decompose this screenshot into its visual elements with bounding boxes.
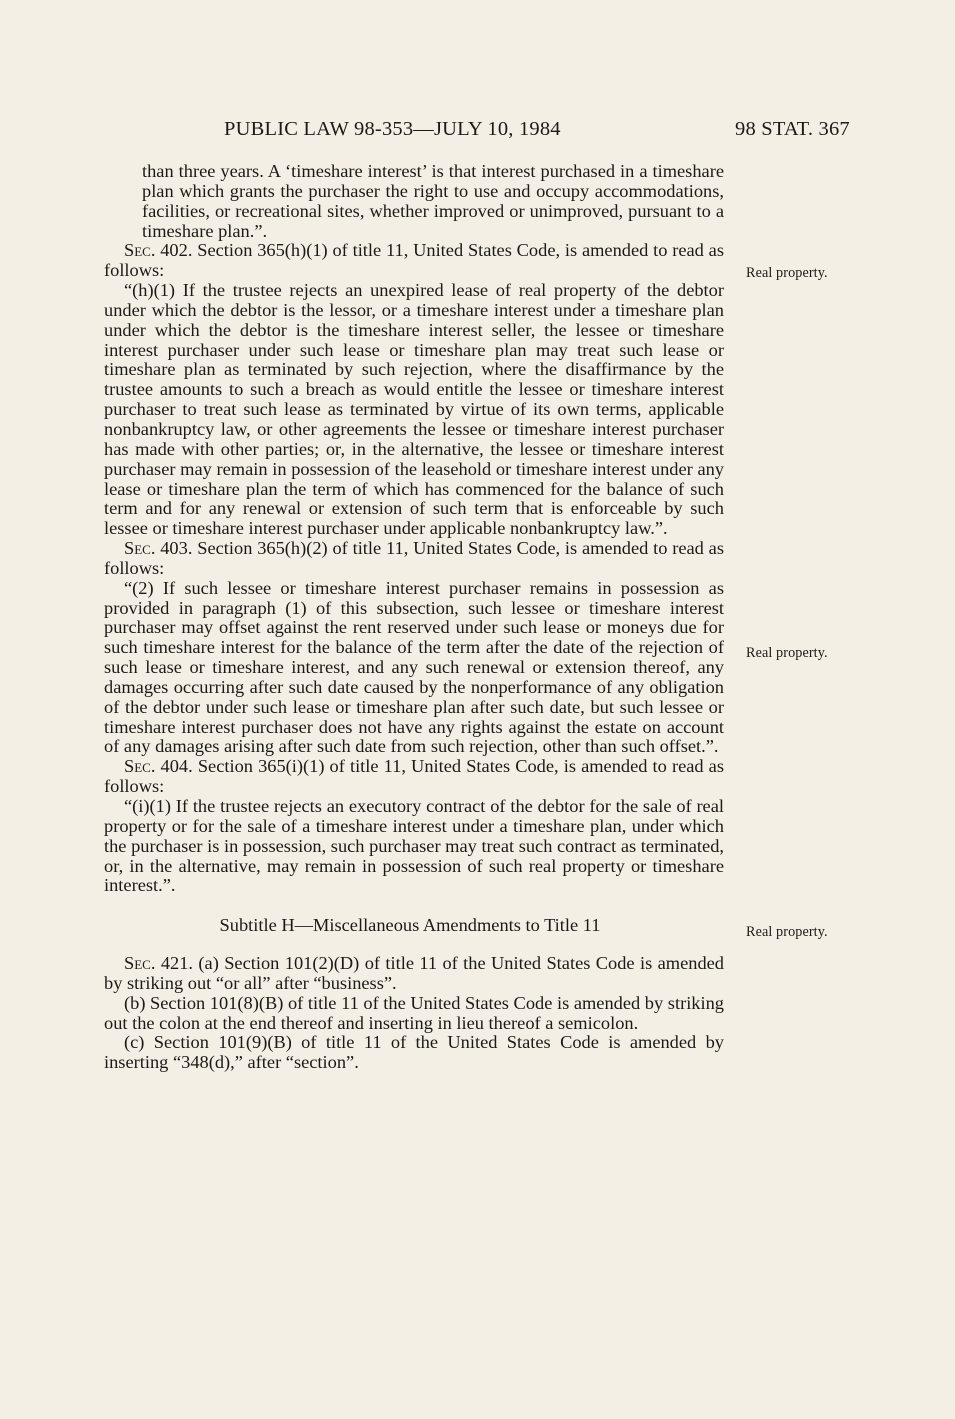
section-text: Section 365(h)(2) of title 11, United States Code, is amended to read as follows:: [104, 538, 724, 578]
body-text: [104, 162, 724, 1073]
section-label: Sec. 421.: [124, 953, 194, 974]
paragraph-sec-404: [104, 757, 724, 797]
section-label: Sec. 402.: [124, 240, 193, 261]
page-header: [0, 118, 955, 146]
margin-note-real-property: Real property.: [746, 924, 828, 940]
section-text: Section 365(h)(1) of title 11, United States Code, is amended to read as follows:: [104, 240, 724, 281]
section-label: Sec. 403.: [124, 538, 193, 559]
header-stat-page: 98 STAT. 367: [735, 118, 850, 140]
header-title: PUBLIC LAW 98-353—JULY 10, 1984: [224, 118, 561, 140]
paragraph-sec-421-c: (c) Section 101(9)(B) of title 11 of the United States Code is amended by inserting “348(d),” after “section”.: [104, 1032, 724, 1073]
paragraph-sec-402: [104, 241, 724, 281]
paragraph-sec-421-a: [104, 954, 724, 994]
margin-note-real-property: Real property.: [746, 645, 828, 661]
paragraph-365-h-1: “(h)(1) If the trustee rejects an unexpired lease of real property of the debtor under which the debtor is the lessor, or a timeshare interest under a timeshare plan under which the debtor is the timeshare interest seller, the lessee or timeshare interest purchaser under such lease or timeshare plan may treat such lease or timeshare plan as terminated by such rejection, where the disaffirmance by the trustee amounts to such a breach as would entitle the lessee or timeshare interest purchaser to treat such lease as terminated by virtue of its own terms, applicable nonbankruptcy law, or other agreements the lessee or timeshare interest purchaser has made with other parties; or, in the alternative, the lessee or timeshare interest purchaser may remain in possession of the leasehold or timeshare interest under any lease or timeshare plan the term of which has commenced for the balance of such term and for any renewal or extension of such term that is enforceable by such lessee or timeshare interest purchaser under applicable nonbankruptcy law.”.: [104, 280, 724, 539]
section-label: Sec. 404.: [124, 756, 193, 777]
paragraph-365-i-1: “(i)(1) If the trustee rejects an executory contract of the debtor for the sale of real property or for the sale of a timeshare interest under a timeshare plan, under which the purchaser is in possession, such purchaser may treat such contract as terminated, or, in the alternative, may remain in possession of such real property or timeshare interest.”.: [104, 796, 724, 896]
paragraph-sec-403: [104, 539, 724, 579]
paragraph-365-h-2: “(2) If such lessee or timeshare interest purchaser remains in possession as provided in paragraph (1) of this subsection, such lessee or timeshare interest purchaser may offset against the rent reserved under such lease or moneys due for such timeshare interest for the balance of the term after the date of the rejection of such lease or timeshare interest, and any such renewal or extension thereof, any damages occurring after such date caused by the nonperformance of any obligation of the debtor under such lease or timeshare plan after such date, but such lessee or timeshare interest purchaser does not have any rights against the estate on account of any damages arising after such date from such rejection, other than such offset.”.: [104, 577, 724, 757]
section-text: (a) Section 101(2)(D) of title 11 of the United States Code is amended by striking out “or all” after “business”.: [104, 953, 725, 993]
paragraph-timeshare-definition: than three years. A ‘timeshare interest’ is that interest purchased in a timeshare plan which grants the purchaser the right to use and occupy accommodations, facilities, or recreational sites, whether improved or unimproved, pursuant to a timeshare plan.”.: [142, 161, 724, 241]
subtitle-heading: Subtitle H—Miscellaneous Amendments to Title 11: [219, 915, 601, 936]
margin-note-real-property: Real property.: [746, 265, 828, 281]
section-text: Section 365(i)(1) of title 11, United States Code, is amended to read as follows:: [104, 756, 724, 797]
paragraph-sec-421-b: (b) Section 101(8)(B) of title 11 of the United States Code is amended by striking out the colon at the end thereof and inserting in lieu thereof a semicolon.: [104, 992, 724, 1033]
